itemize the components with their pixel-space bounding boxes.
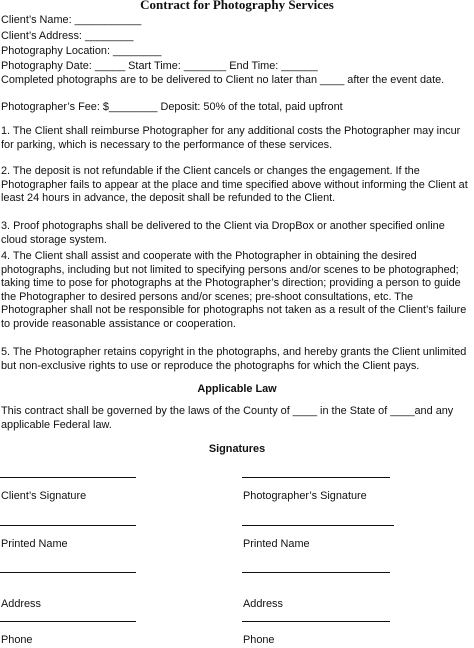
- photographer-signature-line: [242, 477, 390, 478]
- clause-2: 2. The deposit is not refundable if the Client cancels or changes the engagement. If the Photographer fails to appear at the place and time specified above without informing the Client at least 24 hours in advance, the deposit shall be refunded to the Client.: [1, 165, 468, 204]
- fee-line: Photographer’s Fee: $________ Deposit: 50% of the total, paid upfront: [1, 101, 343, 113]
- photography-date-time-field: Photography Date: _____ Start Time: _______ End Time: ______: [1, 60, 318, 72]
- photographer-phone-line: [242, 621, 390, 622]
- client-signature-label: Client’s Signature: [1, 490, 87, 502]
- document-title: Contract for Photography Services: [140, 0, 334, 12]
- clause-1: 1. The Client shall reimburse Photographer for any additional costs the Photographer may incur for parking, which is necessary to the performance of these services.: [1, 125, 461, 151]
- client-name-field: Client’s Name: ___________: [1, 14, 142, 26]
- clause-4: 4. The Client shall assist and cooperate with the Photographer in obtaining the desired photographs, including but not limited to specifying persons and/or scenes to be photographed; taking time to pose for photographs at the Photographer’s direction; providing a person to guide the Photographer to desired persons and/or scenes; pre-shoot consultations, etc. The Photographer shall not be responsible for photographs not taken as a result of the Client’s failure to provide reasonable assistance or cooperation.: [1, 250, 467, 330]
- photographer-phone-label: Phone: [243, 634, 275, 646]
- photographer-printed-name-line: [242, 525, 394, 526]
- client-phone-label: Phone: [1, 634, 33, 646]
- signatures-heading: Signatures: [208, 443, 266, 455]
- photographer-printed-name-label: Printed Name: [243, 538, 310, 550]
- client-address-field: Client’s Address: ________: [1, 30, 134, 42]
- applicable-law-heading: Applicable Law: [197, 383, 277, 395]
- delivery-terms: Completed photographs are to be delivered to Client no later than ____ after the event date.: [1, 74, 445, 86]
- client-signature-line: [0, 477, 136, 478]
- client-printed-name-label: Printed Name: [1, 538, 68, 550]
- photographer-signature-label: Photographer’s Signature: [243, 490, 367, 502]
- photography-location-field: Photography Location: ________: [1, 45, 162, 57]
- photographer-address-line: [242, 572, 390, 573]
- client-phone-line: [0, 621, 136, 622]
- clause-3: 3. Proof photographs shall be delivered to the Client via DropBox or another specified online cloud storage system.: [1, 220, 445, 246]
- client-address-label: Address: [1, 598, 41, 610]
- applicable-law-text: This contract shall be governed by the laws of the County of ____ in the State of ____and any applicable Federal law.: [1, 405, 454, 431]
- photographer-address-label: Address: [243, 598, 283, 610]
- client-address-line: [0, 572, 136, 573]
- clause-5: 5. The Photographer retains copyright in the photographs, and hereby grants the Client unlimited but non-exclusive rights to use or reproduce the photographs for which the Client pays.: [1, 346, 467, 372]
- client-printed-name-line: [0, 525, 136, 526]
